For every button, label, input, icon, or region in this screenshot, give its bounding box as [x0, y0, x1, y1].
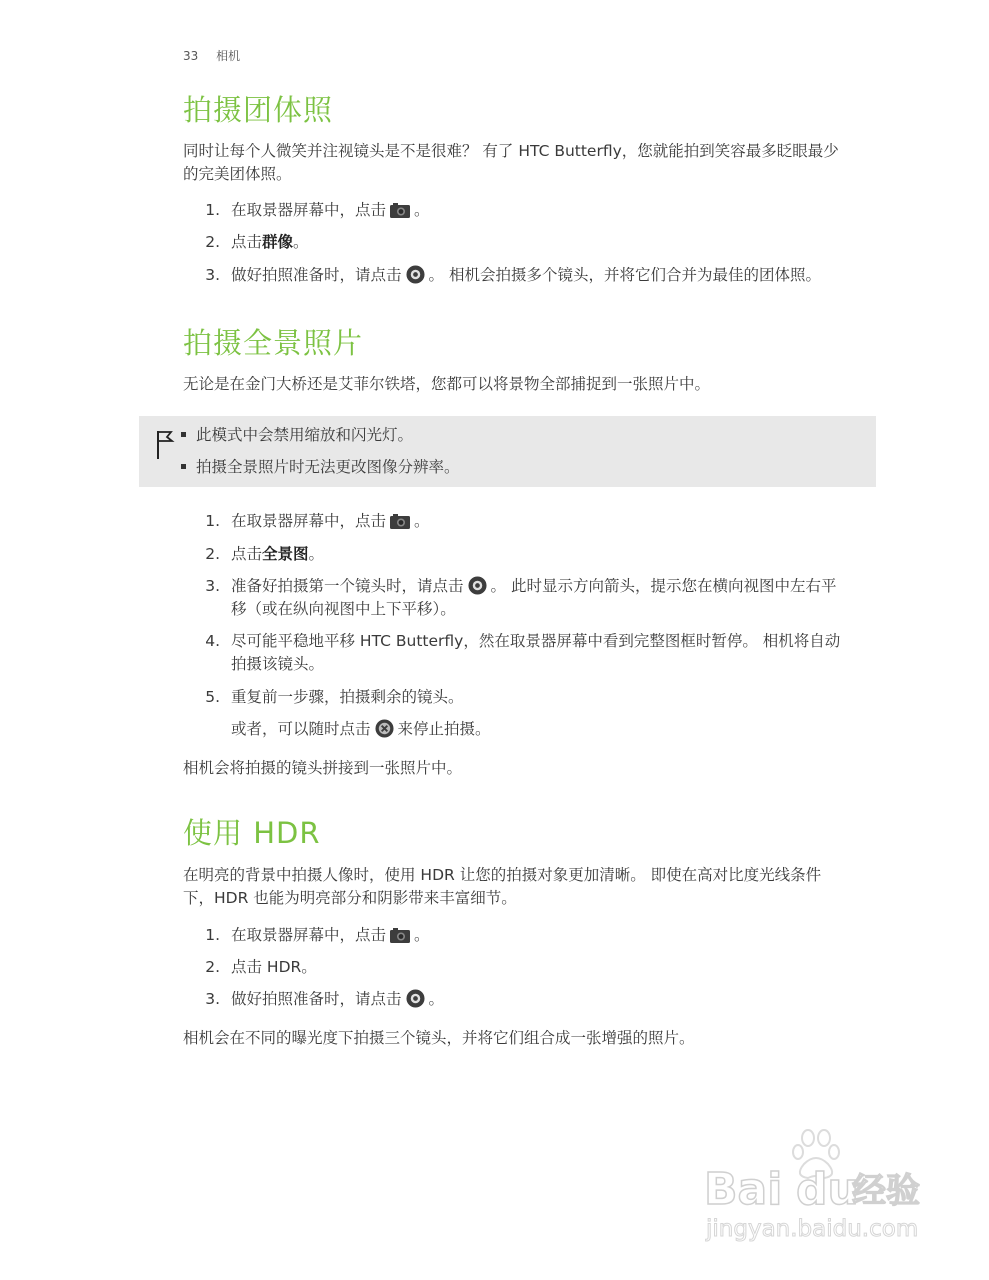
list-item: 1. 在取景器屏幕中，点击 。	[205, 201, 430, 219]
watermark-url: jingyan.baidu.com	[706, 1216, 919, 1242]
running-header	[183, 47, 240, 64]
camera-icon	[390, 928, 410, 943]
alternative-instruction: 或者，可以随时点击 来停止拍摄。	[231, 720, 491, 738]
list-item: 3. 做好拍照准备时，请点击 。 相机会拍摄多个镜头，并将它们合并为最佳的团体照。	[205, 266, 821, 284]
note-flag-icon	[155, 428, 175, 460]
note-item: 此模式中会禁用缩放和闪光灯。	[196, 426, 414, 444]
section-title-hdr: 使用 HDR	[183, 816, 321, 850]
list-item: 2. 点击全景图。	[205, 545, 325, 563]
hdr-intro: 在明亮的背景中拍摄人像时，使用 HDR 让您的拍摄对象更加清晰。 即使在高对比度光线条件 下，HDR 也能为明亮部分和阴影带来丰富细节。	[183, 866, 822, 907]
list-item: 1. 在取景器屏幕中，点击 。	[205, 926, 430, 944]
section-title-group-photo: 拍摄团体照	[183, 93, 334, 127]
note-item: 拍摄全景照片时无法更改图像分辨率。	[196, 458, 460, 476]
panorama-outro: 相机会将拍摄的镜头拼接到一张照片中。	[183, 759, 463, 777]
list-item: 4. 尽可能平稳地平移 HTC Butterfly，然在取景器屏幕中看到完整图框时暂停。 相机将自动 拍摄该镜头。	[205, 632, 841, 673]
list-item: 2. 点击群像。	[205, 233, 309, 251]
camera-icon	[390, 514, 410, 529]
shutter-icon	[406, 265, 425, 284]
stop-icon	[375, 719, 394, 738]
shutter-icon	[468, 576, 487, 595]
camera-icon	[390, 203, 410, 218]
watermark-brand: Bai	[704, 1164, 783, 1215]
baidu-jingyan-watermark	[700, 1128, 950, 1243]
note-box	[139, 416, 876, 487]
group-photo-intro: 同时让每个人微笑并注视镜头是不是很难？ 有了 HTC Butterfly，您就能拍到笑容最多眨眼最少 的完美团体照。	[183, 142, 839, 183]
list-item: 1. 在取景器屏幕中，点击 。	[205, 512, 430, 530]
list-item: 3. 做好拍照准备时，请点击 。	[205, 990, 445, 1008]
section-title-panorama: 拍摄全景照片	[183, 326, 364, 360]
list-item: 3. 准备好拍摄第一个镜头时，请点击 。 此时显示方向箭头，提示您在横向视图中左右平 移（或在纵向视图中上下平移）。	[205, 577, 837, 618]
chapter-name: 相机	[216, 49, 241, 63]
panorama-intro: 无论是在金门大桥还是艾菲尔铁塔，您都可以将景物全部捕捉到一张照片中。	[183, 375, 711, 393]
hdr-outro: 相机会在不同的曝光度下拍摄三个镜头，并将它们组合成一张增强的照片。	[183, 1029, 695, 1047]
shutter-icon	[406, 989, 425, 1008]
list-item: 5. 重复前一步骤，拍摄剩余的镜头。	[205, 688, 464, 706]
watermark-cn: 经验	[852, 1171, 920, 1211]
watermark-brand2: du	[796, 1164, 859, 1215]
list-item: 2. 点击 HDR。	[205, 958, 317, 976]
page-number: 33	[183, 49, 199, 63]
